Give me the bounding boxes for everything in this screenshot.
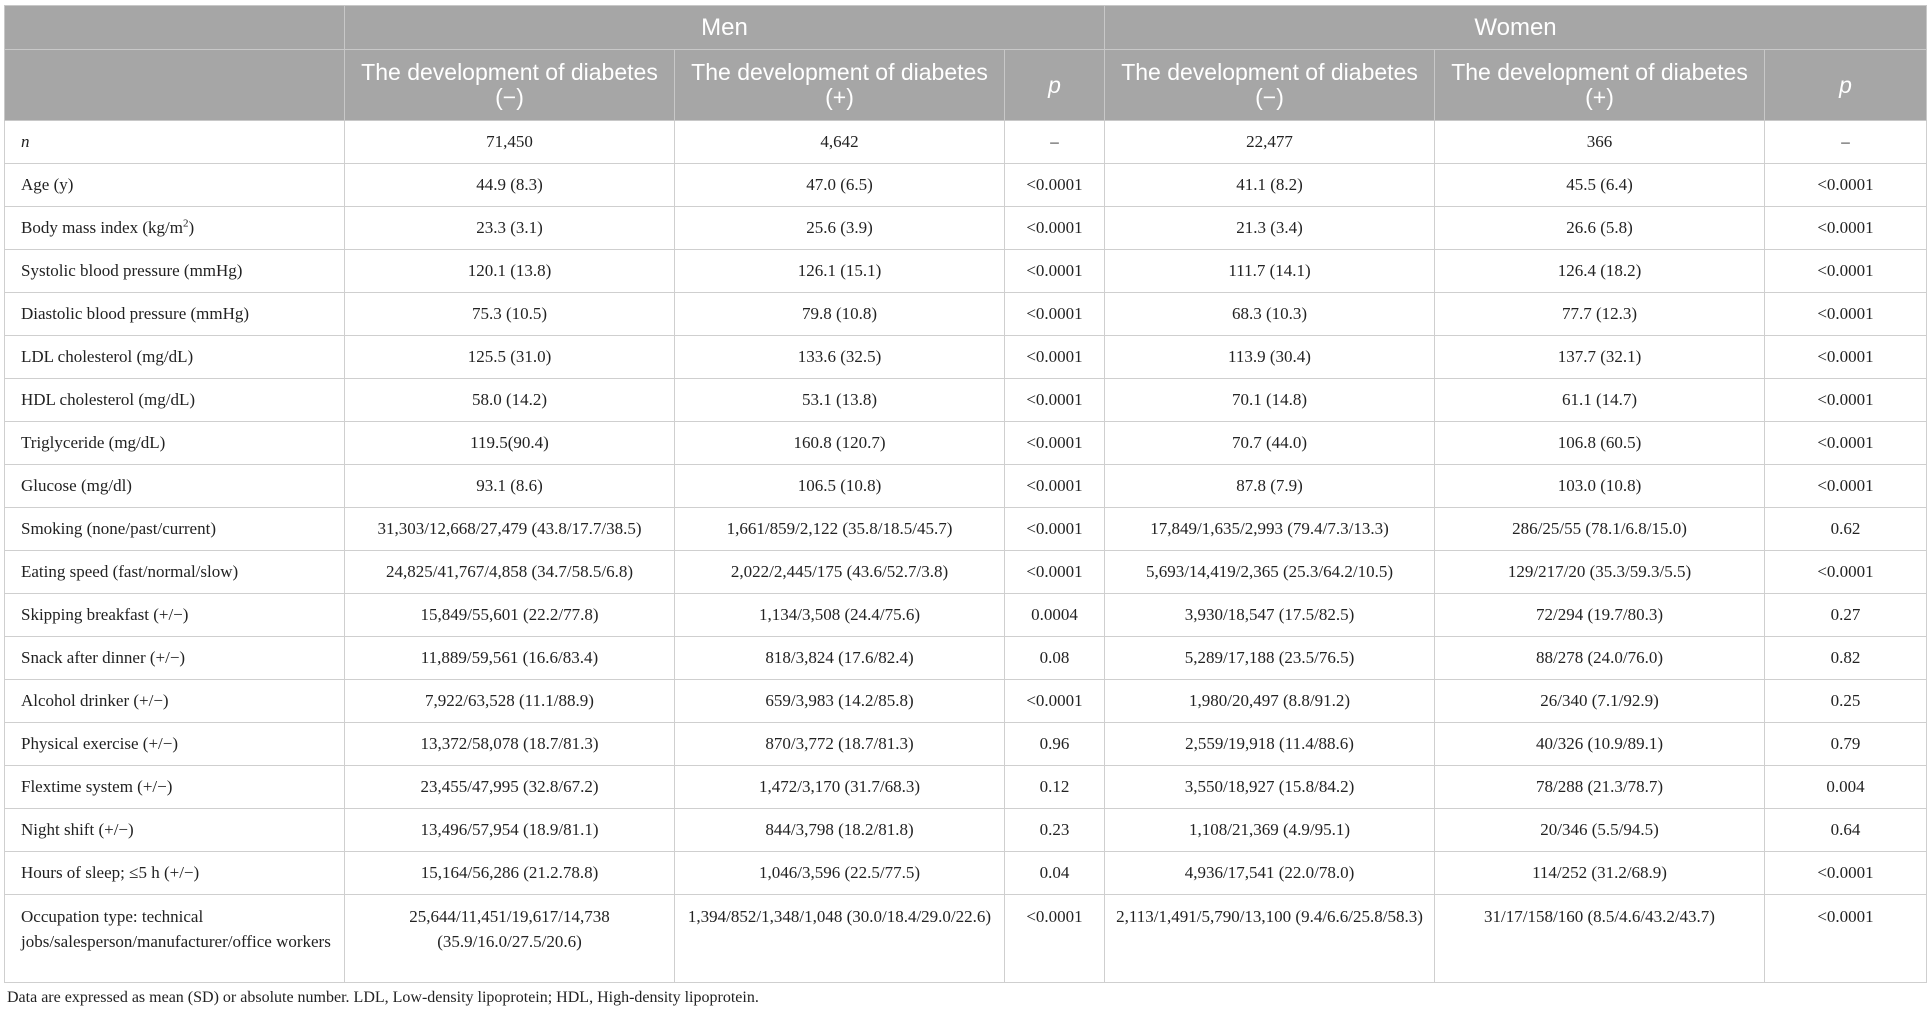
blank-subheader-cell: [5, 50, 345, 121]
cell-women-p: <0.0001: [1765, 250, 1927, 293]
table-row: [5, 508, 1927, 551]
table-row: [5, 121, 1927, 164]
row-label: [5, 207, 345, 250]
cell-men-minus: 31,303/12,668/27,479 (43.8/17.7/38.5): [345, 508, 675, 551]
men-group-header: Men: [345, 6, 1105, 50]
cell-women-p: 0.82: [1765, 637, 1927, 680]
cell-men-minus: 23.3 (3.1): [345, 207, 675, 250]
cell-men-minus: 23,455/47,995 (32.8/67.2): [345, 766, 675, 809]
row-label-text: Night shift (+/−): [21, 820, 134, 839]
cell-women-p: <0.0001: [1765, 164, 1927, 207]
cell-men-minus: 75.3 (10.5): [345, 293, 675, 336]
cell-women-plus: 45.5 (6.4): [1435, 164, 1765, 207]
cell-men-plus: 106.5 (10.8): [675, 465, 1005, 508]
row-label: [5, 465, 345, 508]
table-row: [5, 594, 1927, 637]
cell-men-minus: 120.1 (13.8): [345, 250, 675, 293]
cell-men-p: <0.0001: [1005, 293, 1105, 336]
men-p-header: p: [1005, 50, 1105, 121]
cell-women-plus: 129/217/20 (35.3/59.3/5.5): [1435, 551, 1765, 594]
row-label-text: Age (y): [21, 175, 74, 194]
cell-women-minus: 111.7 (14.1): [1105, 250, 1435, 293]
row-label: [5, 164, 345, 207]
row-label: [5, 723, 345, 766]
cell-women-plus: 366: [1435, 121, 1765, 164]
row-label: [5, 680, 345, 723]
cell-women-p: <0.0001: [1765, 293, 1927, 336]
cell-women-minus: 68.3 (10.3): [1105, 293, 1435, 336]
cell-men-plus: 1,046/3,596 (22.5/77.5): [675, 852, 1005, 895]
cell-men-minus: 13,372/58,078 (18.7/81.3): [345, 723, 675, 766]
cell-men-p: <0.0001: [1005, 422, 1105, 465]
cell-men-plus: 1,661/859/2,122 (35.8/18.5/45.7): [675, 508, 1005, 551]
cell-men-plus: 870/3,772 (18.7/81.3): [675, 723, 1005, 766]
row-label-text: Triglyceride (mg/dL): [21, 433, 166, 452]
cell-women-plus: 61.1 (14.7): [1435, 379, 1765, 422]
table-row: [5, 336, 1927, 379]
cell-women-p: <0.0001: [1765, 852, 1927, 895]
row-label: [5, 293, 345, 336]
cell-women-minus: 22,477: [1105, 121, 1435, 164]
cell-women-p: 0.004: [1765, 766, 1927, 809]
cell-men-plus: 844/3,798 (18.2/81.8): [675, 809, 1005, 852]
women-dev-minus-header: The development of diabetes (−): [1105, 50, 1435, 121]
table-row: [5, 164, 1927, 207]
cell-men-p: <0.0001: [1005, 680, 1105, 723]
cell-men-plus: 79.8 (10.8): [675, 293, 1005, 336]
cell-men-p: 0.96: [1005, 723, 1105, 766]
table-row: [5, 551, 1927, 594]
cell-men-plus: 1,134/3,508 (24.4/75.6): [675, 594, 1005, 637]
cell-women-plus: 114/252 (31.2/68.9): [1435, 852, 1765, 895]
cell-women-minus: 5,289/17,188 (23.5/76.5): [1105, 637, 1435, 680]
blank-header-cell: [5, 6, 345, 50]
cell-men-minus: 125.5 (31.0): [345, 336, 675, 379]
cell-men-p: <0.0001: [1005, 379, 1105, 422]
women-p-header: p: [1765, 50, 1927, 121]
cell-women-plus: 40/326 (10.9/89.1): [1435, 723, 1765, 766]
cell-men-minus: 71,450: [345, 121, 675, 164]
cell-women-p: 0.27: [1765, 594, 1927, 637]
cell-men-p: <0.0001: [1005, 207, 1105, 250]
cell-women-plus: 20/346 (5.5/94.5): [1435, 809, 1765, 852]
women-dev-plus-header: The development of diabetes (+): [1435, 50, 1765, 121]
cell-men-minus: 25,644/11,451/19,617/14,738 (35.9/16.0/27.5/20.6): [345, 895, 675, 983]
row-label-text: Body mass index (kg/m: [21, 218, 183, 237]
table-row: [5, 852, 1927, 895]
row-label-text: Smoking (none/past/current): [21, 519, 216, 538]
cell-men-minus: 24,825/41,767/4,858 (34.7/58.5/6.8): [345, 551, 675, 594]
cell-women-plus: 78/288 (21.3/78.7): [1435, 766, 1765, 809]
cell-men-plus: 818/3,824 (17.6/82.4): [675, 637, 1005, 680]
cell-women-p: <0.0001: [1765, 336, 1927, 379]
cell-men-p: <0.0001: [1005, 895, 1105, 983]
row-label-text: HDL cholesterol (mg/dL): [21, 390, 196, 409]
row-label-text: Eating speed (fast/normal/slow): [21, 562, 239, 581]
table-row: [5, 207, 1927, 250]
cell-men-p: 0.23: [1005, 809, 1105, 852]
cell-women-plus: 88/278 (24.0/76.0): [1435, 637, 1765, 680]
cell-women-p: <0.0001: [1765, 895, 1927, 983]
row-label-text: Skipping breakfast (+/−): [21, 605, 189, 624]
cell-women-p: <0.0001: [1765, 379, 1927, 422]
cell-men-p: 0.08: [1005, 637, 1105, 680]
cell-women-minus: 4,936/17,541 (22.0/78.0): [1105, 852, 1435, 895]
cell-men-minus: 44.9 (8.3): [345, 164, 675, 207]
row-label-text: Snack after dinner (+/−): [21, 648, 186, 667]
cell-women-minus: 3,930/18,547 (17.5/82.5): [1105, 594, 1435, 637]
cell-women-plus: 103.0 (10.8): [1435, 465, 1765, 508]
cell-men-p: –: [1005, 121, 1105, 164]
row-label-text: Hours of sleep; ≤5 h (+/−): [21, 863, 200, 882]
row-label: [5, 379, 345, 422]
table-row: [5, 465, 1927, 508]
cell-men-minus: 58.0 (14.2): [345, 379, 675, 422]
cell-women-p: 0.79: [1765, 723, 1927, 766]
cell-women-p: 0.64: [1765, 809, 1927, 852]
cell-men-plus: 1,394/852/1,348/1,048 (30.0/18.4/29.0/22.6): [675, 895, 1005, 983]
row-label: [5, 852, 345, 895]
row-label-text: LDL cholesterol (mg/dL): [21, 347, 194, 366]
cell-women-p: <0.0001: [1765, 422, 1927, 465]
cell-women-plus: 77.7 (12.3): [1435, 293, 1765, 336]
cell-men-plus: 2,022/2,445/175 (43.6/52.7/3.8): [675, 551, 1005, 594]
row-label: [5, 336, 345, 379]
row-label-suffix: ): [188, 218, 195, 237]
cell-men-plus: 160.8 (120.7): [675, 422, 1005, 465]
table-row: [5, 250, 1927, 293]
cell-men-minus: 11,889/59,561 (16.6/83.4): [345, 637, 675, 680]
cell-men-p: <0.0001: [1005, 508, 1105, 551]
cell-men-plus: 4,642: [675, 121, 1005, 164]
row-label-superscript: 2: [182, 217, 189, 230]
cell-women-minus: 1,980/20,497 (8.8/91.2): [1105, 680, 1435, 723]
cell-men-p: <0.0001: [1005, 164, 1105, 207]
row-label-text: Flextime system (+/−): [21, 777, 173, 796]
cell-women-plus: 137.7 (32.1): [1435, 336, 1765, 379]
table-row: [5, 809, 1927, 852]
table-row: [5, 766, 1927, 809]
cell-women-minus: 113.9 (30.4): [1105, 336, 1435, 379]
cell-women-minus: 1,108/21,369 (4.9/95.1): [1105, 809, 1435, 852]
table-body: [5, 121, 1927, 983]
cell-men-plus: 133.6 (32.5): [675, 336, 1005, 379]
group-header-row: [5, 6, 1927, 50]
row-label: [5, 895, 345, 983]
cell-women-plus: 126.4 (18.2): [1435, 250, 1765, 293]
cell-women-minus: 41.1 (8.2): [1105, 164, 1435, 207]
row-label: [5, 121, 345, 164]
cell-men-p: <0.0001: [1005, 250, 1105, 293]
cell-men-minus: 15,164/56,286 (21.2.78.8): [345, 852, 675, 895]
table-row: [5, 723, 1927, 766]
row-label-text: n: [21, 132, 30, 151]
cell-women-p: <0.0001: [1765, 465, 1927, 508]
row-label: [5, 594, 345, 637]
cell-men-minus: 13,496/57,954 (18.9/81.1): [345, 809, 675, 852]
table-row: [5, 680, 1927, 723]
cell-women-minus: 70.1 (14.8): [1105, 379, 1435, 422]
row-label: [5, 637, 345, 680]
table-footnote: Data are expressed as mean (SD) or absolute number. LDL, Low-density lipoprotein; HDL, High-density lipoprotein.: [7, 989, 759, 1006]
cell-men-minus: 15,849/55,601 (22.2/77.8): [345, 594, 675, 637]
men-dev-minus-header: The development of diabetes (−): [345, 50, 675, 121]
table-header: [5, 6, 1927, 121]
row-label-text: Occupation type: technical jobs/salesperson/manufacturer/office workers: [21, 907, 331, 951]
cell-women-plus: 31/17/158/160 (8.5/4.6/43.2/43.7): [1435, 895, 1765, 983]
men-dev-plus-header: The development of diabetes (+): [675, 50, 1005, 121]
cell-men-p: 0.12: [1005, 766, 1105, 809]
cell-men-p: <0.0001: [1005, 336, 1105, 379]
cell-women-plus: 26/340 (7.1/92.9): [1435, 680, 1765, 723]
row-label: [5, 809, 345, 852]
cell-women-p: –: [1765, 121, 1927, 164]
table-row: [5, 895, 1927, 983]
table-row: [5, 379, 1927, 422]
cell-men-plus: 1,472/3,170 (31.7/68.3): [675, 766, 1005, 809]
cell-women-p: 0.25: [1765, 680, 1927, 723]
row-label: [5, 508, 345, 551]
cell-women-plus: 72/294 (19.7/80.3): [1435, 594, 1765, 637]
cell-women-plus: 106.8 (60.5): [1435, 422, 1765, 465]
row-label: [5, 422, 345, 465]
cell-women-minus: 87.8 (7.9): [1105, 465, 1435, 508]
cell-women-p: <0.0001: [1765, 551, 1927, 594]
cell-men-plus: 25.6 (3.9): [675, 207, 1005, 250]
cell-men-p: 0.04: [1005, 852, 1105, 895]
cell-women-p: 0.62: [1765, 508, 1927, 551]
cell-men-plus: 659/3,983 (14.2/85.8): [675, 680, 1005, 723]
cell-women-minus: 2,559/19,918 (11.4/88.6): [1105, 723, 1435, 766]
diabetes-characteristics-table: [4, 5, 1927, 983]
table-container: [4, 5, 1926, 983]
cell-women-plus: 26.6 (5.8): [1435, 207, 1765, 250]
sub-header-row: [5, 50, 1927, 121]
table-row: [5, 293, 1927, 336]
cell-men-minus: 7,922/63,528 (11.1/88.9): [345, 680, 675, 723]
table-row: [5, 637, 1927, 680]
row-label-text: Alcohol drinker (+/−): [21, 691, 169, 710]
cell-men-plus: 47.0 (6.5): [675, 164, 1005, 207]
women-group-header: Women: [1105, 6, 1927, 50]
cell-men-p: <0.0001: [1005, 465, 1105, 508]
cell-women-minus: 5,693/14,419/2,365 (25.3/64.2/10.5): [1105, 551, 1435, 594]
cell-men-plus: 126.1 (15.1): [675, 250, 1005, 293]
cell-women-minus: 70.7 (44.0): [1105, 422, 1435, 465]
cell-women-minus: 17,849/1,635/2,993 (79.4/7.3/13.3): [1105, 508, 1435, 551]
row-label-text: Diastolic blood pressure (mmHg): [21, 304, 250, 323]
cell-women-p: <0.0001: [1765, 207, 1927, 250]
table-row: [5, 422, 1927, 465]
cell-men-p: <0.0001: [1005, 551, 1105, 594]
cell-women-minus: 2,113/1,491/5,790/13,100 (9.4/6.6/25.8/58.3): [1105, 895, 1435, 983]
row-label: [5, 766, 345, 809]
cell-men-minus: 119.5(90.4): [345, 422, 675, 465]
cell-men-minus: 93.1 (8.6): [345, 465, 675, 508]
cell-men-p: 0.0004: [1005, 594, 1105, 637]
row-label: [5, 250, 345, 293]
row-label-text: Glucose (mg/dl): [21, 476, 132, 495]
cell-women-minus: 3,550/18,927 (15.8/84.2): [1105, 766, 1435, 809]
cell-women-minus: 21.3 (3.4): [1105, 207, 1435, 250]
cell-men-plus: 53.1 (13.8): [675, 379, 1005, 422]
row-label: [5, 551, 345, 594]
row-label-text: Physical exercise (+/−): [21, 734, 179, 753]
cell-women-plus: 286/25/55 (78.1/6.8/15.0): [1435, 508, 1765, 551]
row-label-text: Systolic blood pressure (mmHg): [21, 261, 243, 280]
